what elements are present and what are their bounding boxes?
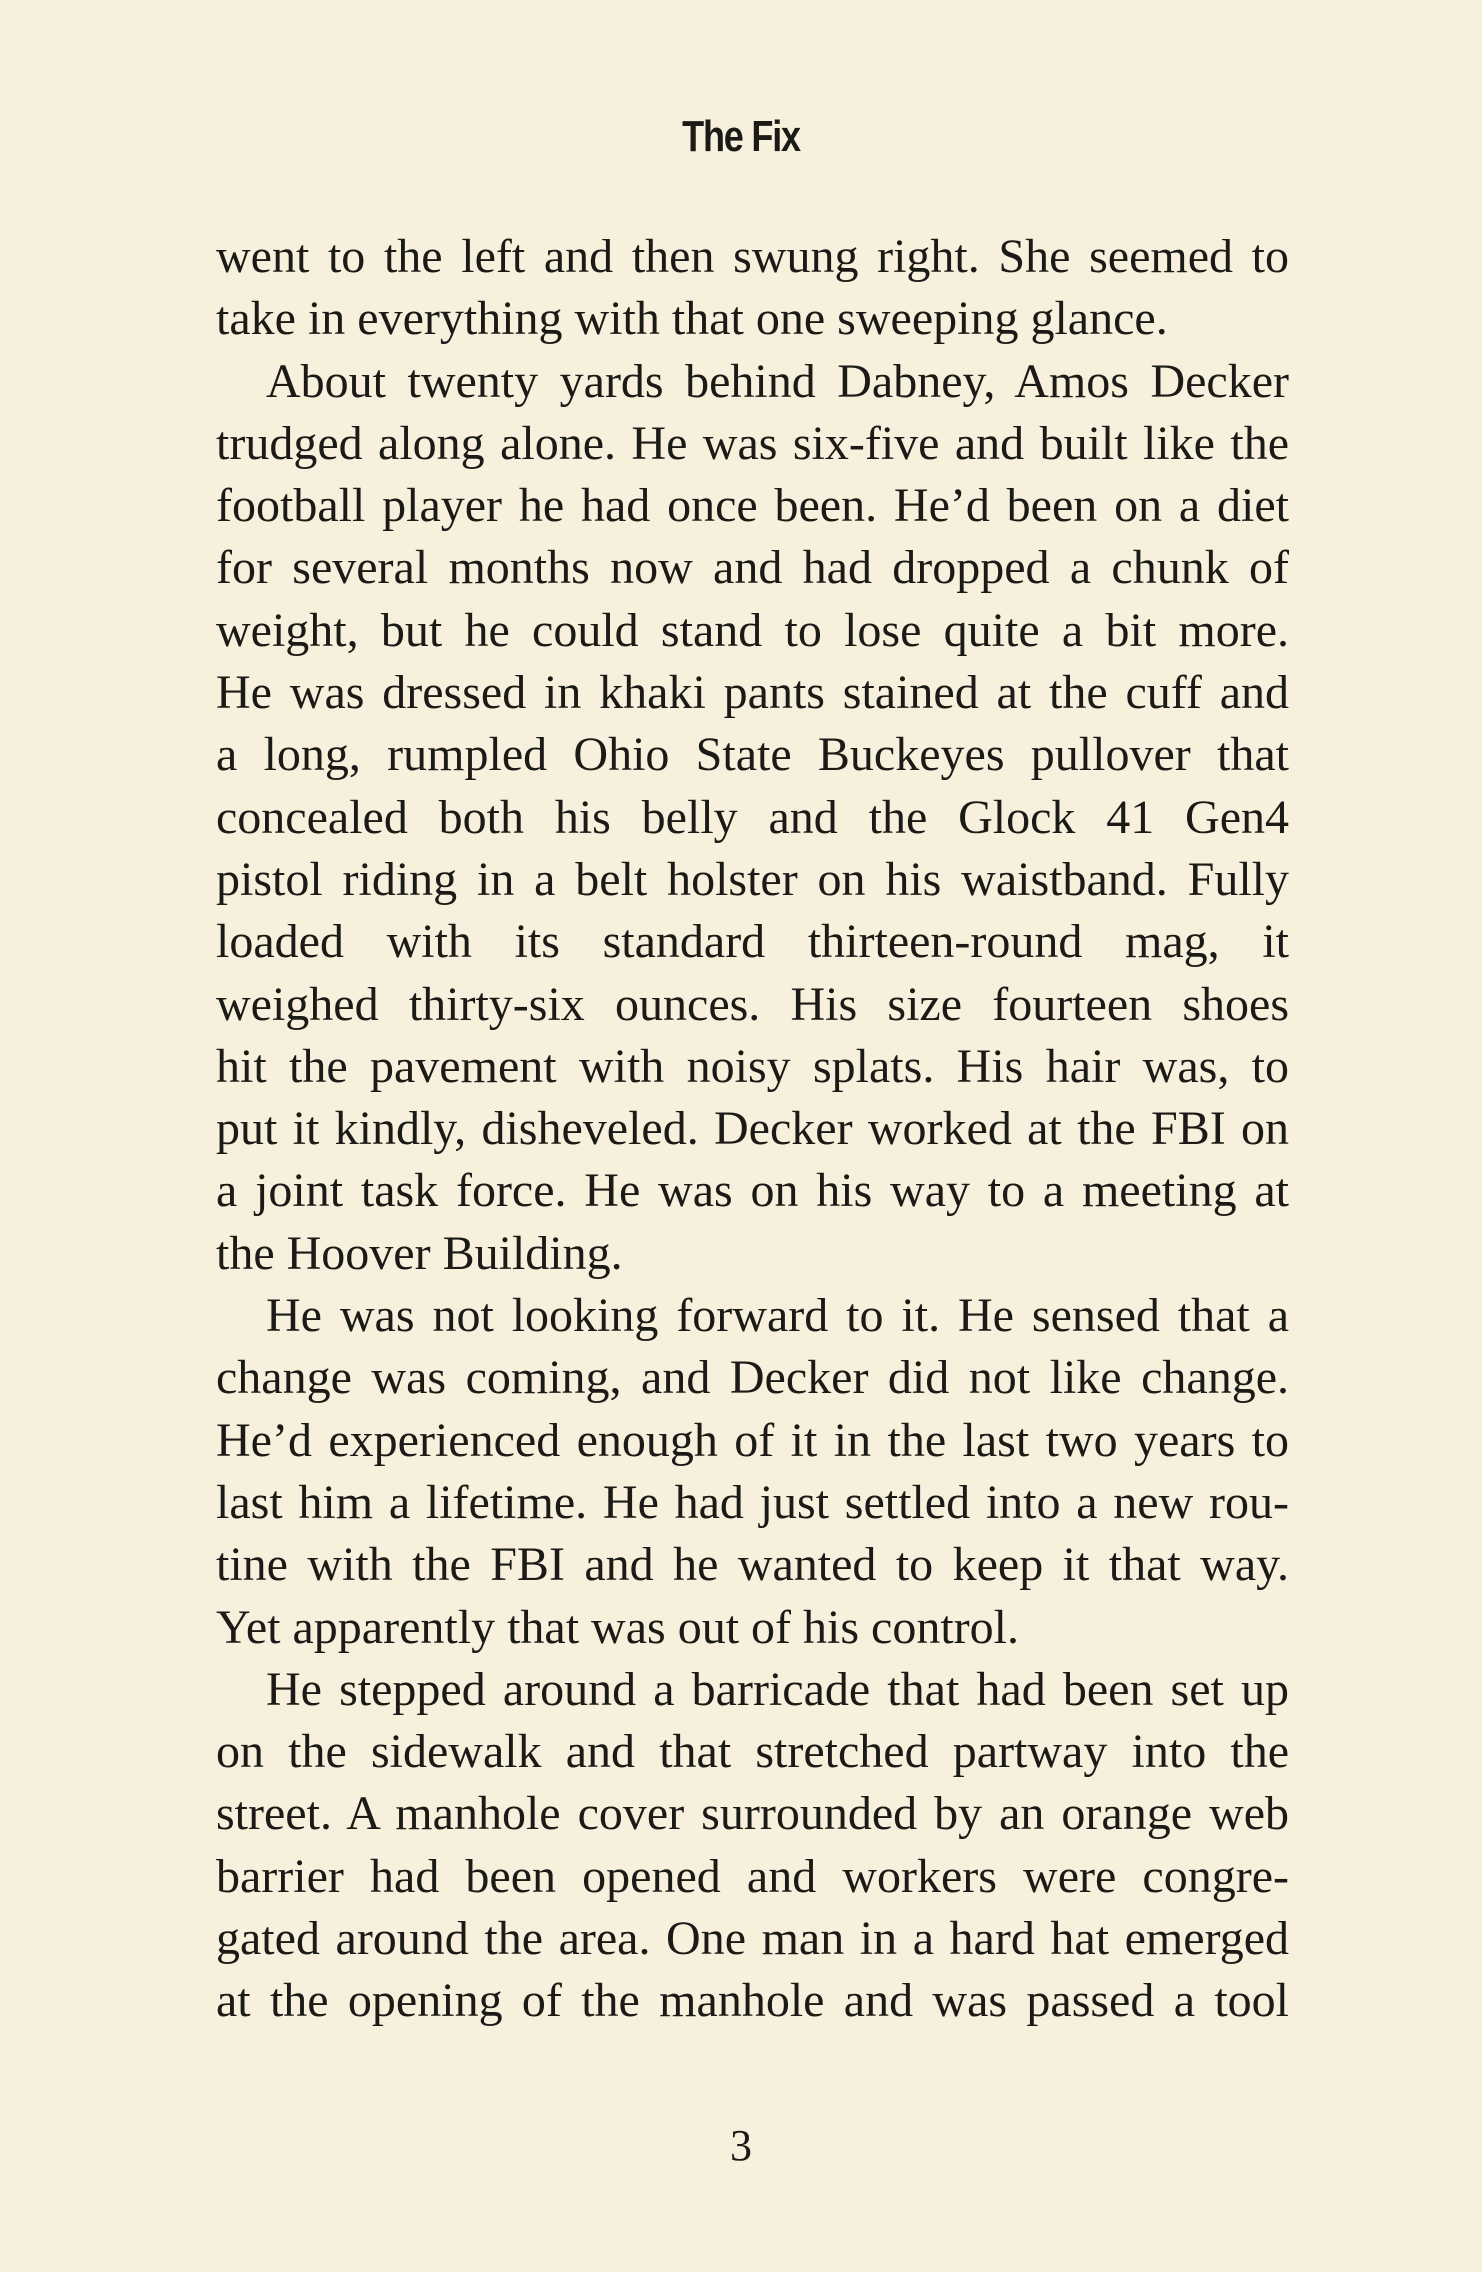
text-line: change was coming, and Decker did not like change. bbox=[216, 1351, 1289, 1405]
text-line: trudged along alone. He was six-five and built like the bbox=[216, 416, 1289, 470]
text-line: went to the left and then swung right. She seemed to bbox=[216, 230, 1289, 283]
text-line: concealed both his belly and the Glock 41 Gen4 bbox=[216, 790, 1289, 844]
text-line: the Hoover Building. bbox=[216, 1226, 623, 1280]
text-line: a joint task force. He was on his way to a meeting at bbox=[216, 1164, 1289, 1218]
text-line: weighed thirty-six ounces. His size fourteen shoes bbox=[216, 977, 1289, 1031]
text-line: gated around the area. One man in a hard hat emerged bbox=[216, 1912, 1289, 1966]
text-line: weight, but he could stand to lose quite a bit more. bbox=[216, 603, 1289, 657]
text-line: at the opening of the manhole and was passed a tool bbox=[216, 1974, 1289, 2028]
text-line: He stepped around a barricade that had been set up bbox=[266, 1662, 1289, 1716]
text-line: loaded with its standard thirteen-round mag, it bbox=[216, 915, 1289, 969]
body-text bbox=[216, 226, 1289, 2033]
running-title: The Fix bbox=[682, 112, 800, 161]
text-line: tine with the FBI and he wanted to keep it that way. bbox=[216, 1538, 1289, 1592]
text-line: last him a lifetime. He had just settled into a new rou- bbox=[216, 1475, 1289, 1529]
text-line: pistol riding in a belt holster on his waistband. Fully bbox=[216, 852, 1289, 906]
text-line: football player he had once been. He’d been on a diet bbox=[216, 479, 1289, 533]
text-line: About twenty yards behind Dabney, Amos Decker bbox=[266, 354, 1289, 408]
text-line: take in everything with that one sweeping glance. bbox=[216, 292, 1168, 346]
text-line: Yet apparently that was out of his control. bbox=[216, 1600, 1019, 1654]
text-line: He was not looking forward to it. He sensed that a bbox=[266, 1289, 1289, 1343]
text-line: street. A manhole cover surrounded by an orange web bbox=[216, 1787, 1289, 1841]
text-line: a long, rumpled Ohio State Buckeyes pullover that bbox=[216, 728, 1289, 782]
text-line: hit the pavement with noisy splats. His hair was, to bbox=[216, 1039, 1289, 1093]
text-line: on the sidewalk and that stretched partway into the bbox=[216, 1725, 1289, 1779]
page-number: 3 bbox=[730, 2121, 752, 2170]
text-line: for several months now and had dropped a chunk of bbox=[216, 541, 1289, 595]
text-line: He was dressed in khaki pants stained at the cuff and bbox=[216, 666, 1289, 720]
text-line: He’d experienced enough of it in the last two years to bbox=[216, 1413, 1289, 1467]
text-line: barrier had been opened and workers were congre- bbox=[216, 1849, 1289, 1903]
text-line: put it kindly, disheveled. Decker worked at the FBI on bbox=[216, 1102, 1289, 1156]
